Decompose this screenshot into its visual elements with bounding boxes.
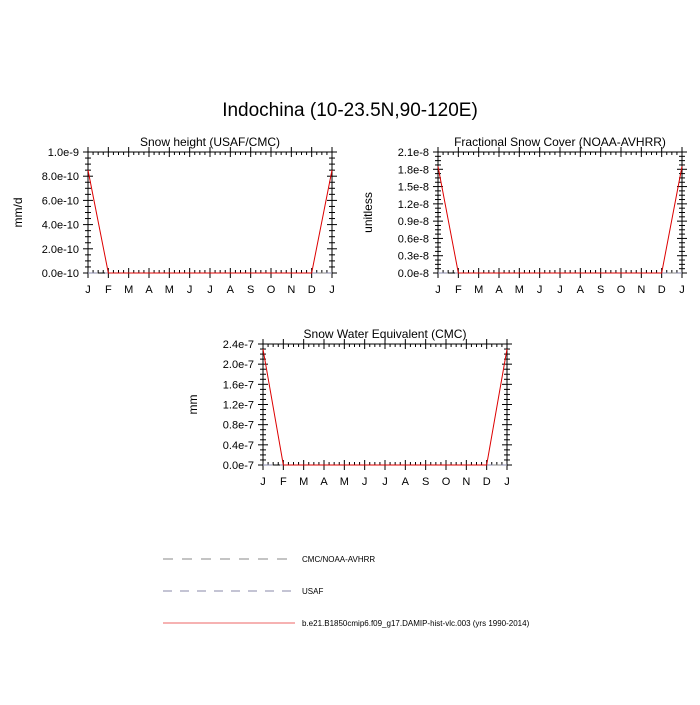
x-tick-label: N <box>462 476 471 488</box>
x-tick-label: A <box>320 476 328 488</box>
y-tick-label: 2.0e-10 <box>41 243 79 256</box>
x-tick-label: N <box>637 284 646 296</box>
legend <box>163 555 530 628</box>
y-tick-label: 0.9e-8 <box>397 216 429 229</box>
y-tick-label: 0.8e-7 <box>222 419 254 432</box>
y-tick-label: 0.0e-10 <box>41 268 79 280</box>
x-tick-label: S <box>246 284 255 296</box>
x-tick-label: J <box>361 476 368 488</box>
panel-title: Fractional Snow Cover (NOAA-AVHRR) <box>454 135 666 149</box>
panel-title: Snow Water Equivalent (CMC) <box>303 327 467 341</box>
y-tick-label: 4.0e-10 <box>41 219 79 232</box>
legend-label-3: b.e21.B1850cmip6.f09_g17.DAMIP-hist-vlc.003 (yrs 1990-2014) <box>302 619 530 628</box>
figure-title: Indochina (10-23.5N,90-120E) <box>222 100 478 121</box>
x-tick-label: J <box>186 284 193 296</box>
y-axis-label: mm/d <box>11 197 25 228</box>
y-tick-label: 1.2e-8 <box>397 198 429 211</box>
series-line-3 <box>88 170 332 273</box>
y-tick-label: 0.3e-8 <box>397 250 429 263</box>
y-tick-label: 2.1e-8 <box>397 147 429 159</box>
x-tick-label: F <box>454 284 462 296</box>
plot-frame <box>438 152 682 273</box>
x-tick-label: M <box>514 284 524 296</box>
x-tick-label: M <box>164 284 174 296</box>
y-tick-label: 1.0e-9 <box>47 147 79 159</box>
series-line-3 <box>438 166 682 273</box>
x-tick-label: J <box>260 476 266 488</box>
y-tick-label: 0.6e-8 <box>397 233 429 246</box>
x-tick-label: J <box>536 284 543 296</box>
x-tick-label: O <box>266 284 276 296</box>
x-tick-label: J <box>85 284 91 296</box>
y-tick-label: 1.5e-8 <box>397 181 429 194</box>
legend-label-1: CMC/NOAA-AVHRR <box>302 555 376 564</box>
y-tick-label: 6.0e-10 <box>41 195 79 208</box>
plot-frame <box>88 152 332 273</box>
x-tick-label: M <box>124 284 134 296</box>
x-tick-label: A <box>576 284 585 296</box>
y-tick-label: 0.0e-7 <box>222 460 254 472</box>
x-tick-label: F <box>104 284 112 296</box>
x-tick-label: A <box>145 284 153 296</box>
y-axis-label: mm <box>186 394 200 415</box>
y-tick-label: 1.2e-7 <box>222 399 254 412</box>
chart-panel-1 <box>11 135 337 296</box>
chart-panel-2 <box>361 135 687 296</box>
y-tick-label: 1.8e-8 <box>397 164 429 177</box>
chart-panel-3 <box>186 327 512 488</box>
panel-title: Snow height (USAF/CMC) <box>139 135 281 149</box>
x-tick-label: J <box>679 284 685 296</box>
x-tick-label: D <box>307 284 316 296</box>
series-line-3 <box>263 349 507 465</box>
x-tick-label: M <box>299 476 309 488</box>
y-axis-label: unitless <box>361 192 375 233</box>
legend-label-2: USAF <box>302 587 324 596</box>
y-tick-label: 1.6e-7 <box>222 379 254 392</box>
y-tick-label: 2.4e-7 <box>222 339 254 351</box>
y-tick-label: 8.0e-10 <box>41 171 79 184</box>
x-tick-label: D <box>482 476 491 488</box>
x-tick-label: J <box>329 284 335 296</box>
x-tick-label: A <box>226 284 235 296</box>
x-tick-label: S <box>421 476 430 488</box>
x-tick-label: N <box>287 284 296 296</box>
x-tick-label: A <box>495 284 503 296</box>
x-tick-label: J <box>557 284 563 296</box>
y-tick-label: 2.0e-7 <box>222 359 254 372</box>
x-tick-label: S <box>596 284 605 296</box>
x-tick-label: J <box>504 476 510 488</box>
x-tick-label: D <box>657 284 666 296</box>
x-tick-label: J <box>207 284 213 296</box>
x-tick-label: F <box>279 476 287 488</box>
x-tick-label: O <box>441 476 451 488</box>
x-tick-label: A <box>401 476 410 488</box>
plot-frame <box>263 344 507 465</box>
x-tick-label: J <box>382 476 388 488</box>
x-tick-label: O <box>616 284 626 296</box>
x-tick-label: M <box>474 284 484 296</box>
x-tick-label: J <box>435 284 441 296</box>
y-tick-label: 0.0e-8 <box>397 268 429 280</box>
y-tick-label: 0.4e-7 <box>222 439 254 452</box>
x-tick-label: M <box>339 476 349 488</box>
